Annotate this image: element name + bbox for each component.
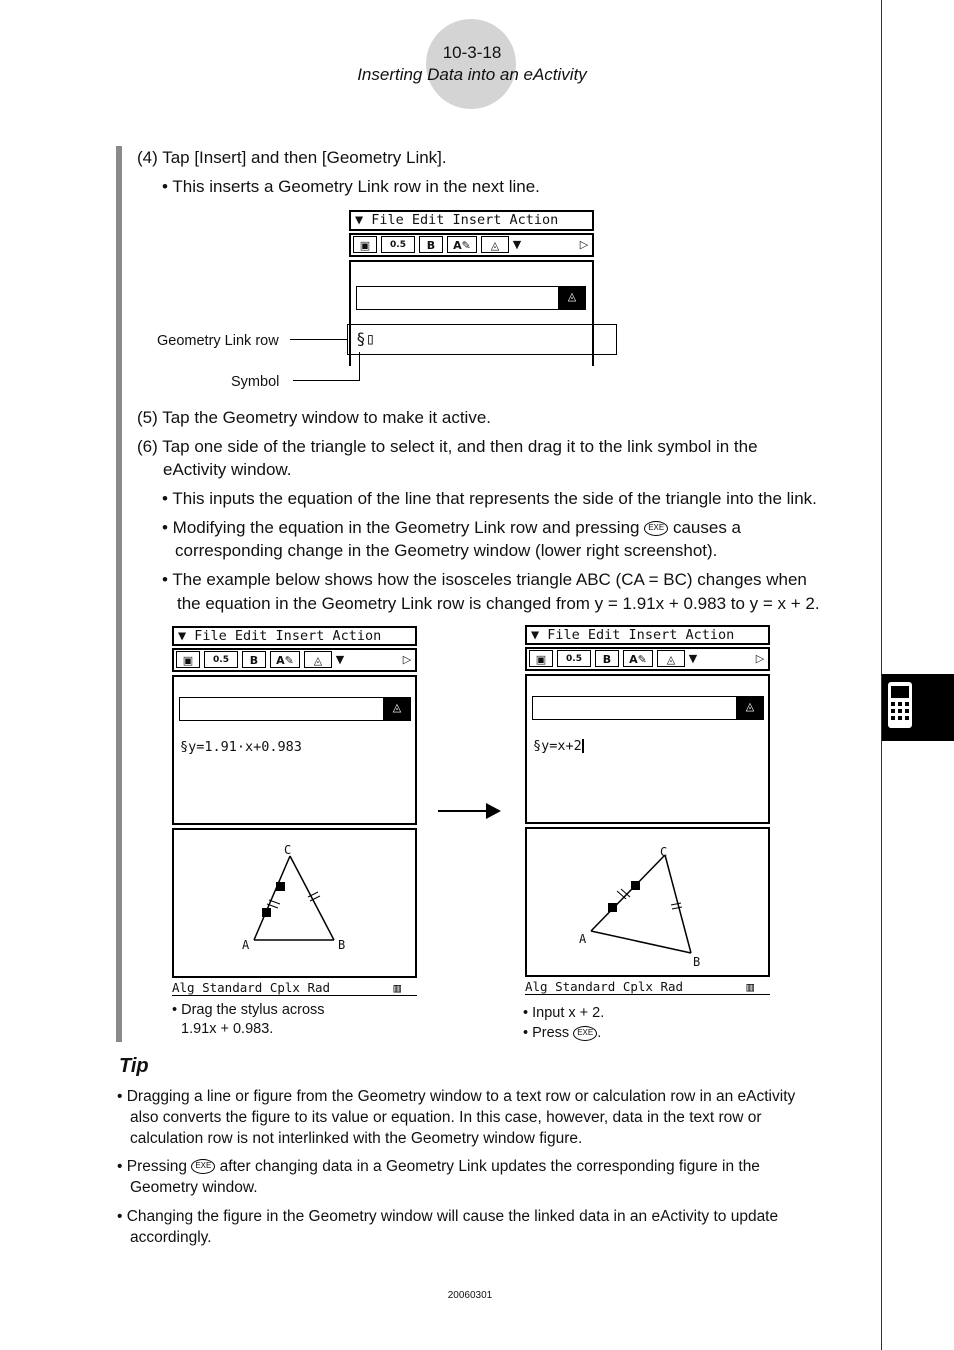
right-vertex-b: B — [693, 955, 701, 969]
left-menu-bar[interactable] — [172, 626, 417, 646]
left-fraction-button[interactable]: 0.5 — [204, 651, 238, 668]
menu-bar[interactable] — [349, 210, 594, 231]
exe-key-icon: EXE — [573, 1026, 597, 1041]
right-triangle-figure[interactable] — [527, 829, 768, 975]
right-eactivity-window[interactable] — [525, 674, 770, 824]
right-status-bar — [525, 980, 770, 995]
page-number: 10-3-18 — [442, 43, 502, 62]
right-menu-bar[interactable] — [525, 625, 770, 645]
step-6-bullet-1: • This inputs the equation of the line that represents the side of the triangle into the link. — [162, 489, 817, 508]
left-caption-line2: 1.91x + 0.983. — [181, 1021, 274, 1037]
tip-bullet-1-line1: • Dragging a line or figure from the Geometry window to a text row or calculation row in an eActivity — [117, 1088, 796, 1105]
tip-title: Tip — [119, 1055, 149, 1077]
right-save-icon[interactable]: ▣ — [529, 650, 553, 667]
step-6-bullet-3-line2: the equation in the Geometry Link row is changed from y = 1.91x + 0.983 to y = x + 2. — [177, 594, 820, 613]
symbol-label: Symbol — [231, 374, 280, 390]
right-link-equation[interactable]: y=x+2 — [541, 738, 582, 754]
bold-button[interactable]: B — [419, 236, 443, 253]
geometry-link-row-label: Geometry Link row — [157, 333, 279, 349]
right-status-text: Alg Standard Cplx Rad — [525, 979, 684, 994]
right-geometry-icon[interactable]: ◬ — [657, 650, 685, 667]
left-vertex-c: C — [284, 843, 292, 857]
right-caption-period: . — [597, 1025, 602, 1041]
fraction-button[interactable]: 0.5 — [381, 236, 415, 253]
left-link-row[interactable] — [180, 739, 302, 755]
step-6-line2: eActivity window. — [163, 460, 292, 479]
text-cursor — [582, 739, 584, 753]
section-side-bar — [116, 146, 122, 1042]
right-vertex-a: A — [579, 932, 587, 946]
left-eactivity-window[interactable] — [172, 675, 417, 825]
tip-bullet-2-text-a: • Pressing — [117, 1158, 188, 1175]
text-row[interactable] — [356, 286, 586, 310]
step-4: (4) Tap [Insert] and then [Geometry Link]. — [137, 148, 447, 167]
left-geometry-icon[interactable]: ◬ — [304, 651, 332, 668]
geometry-window-icon[interactable]: ◬ — [558, 287, 586, 309]
link-symbol-icon[interactable]: §▯ — [356, 329, 376, 348]
right-geometry-window[interactable] — [525, 827, 770, 977]
leader-line-symbol-h — [293, 380, 360, 381]
right-text-style-icon[interactable]: A✎ — [623, 650, 653, 667]
right-battery-icon: ▥ — [746, 979, 754, 994]
step-4-bullet: • This inserts a Geometry Link row in the next line. — [162, 177, 540, 196]
chapter-tab — [882, 674, 954, 741]
left-save-icon[interactable]: ▣ — [176, 651, 200, 668]
right-vertex-c: C — [660, 845, 668, 859]
tip-bullet-2-text-b: after changing data in a Geometry Link updates the corresponding figure in the — [219, 1158, 760, 1175]
header-circle — [426, 19, 516, 109]
right-scroll-right-icon[interactable]: ▷ — [753, 650, 767, 667]
left-link-symbol-icon: § — [180, 739, 189, 755]
exe-key-icon: EXE — [191, 1159, 215, 1174]
tip-bullet-1-line2: also converts the figure to its value or equation. In this case, however, data in the text row or — [130, 1109, 762, 1126]
left-geometry-window[interactable] — [172, 828, 417, 978]
geometry-link-row[interactable] — [347, 324, 617, 355]
tip-bullet-1-line3: calculation row is not interlinked with the Geometry window figure. — [130, 1130, 583, 1147]
right-dropdown-arrow-icon[interactable]: ▼ — [685, 650, 701, 667]
menu-items[interactable]: File Edit Insert Action — [371, 212, 559, 228]
right-caption-line2 — [523, 1023, 601, 1043]
step-5: (5) Tap the Geometry window to make it active. — [137, 408, 492, 427]
left-bold-button[interactable]: B — [242, 651, 266, 668]
step-6-bullet-2-line2: corresponding change in the Geometry window (lower right screenshot). — [175, 541, 718, 560]
step-6-bullet-2 — [162, 516, 741, 539]
menu-dropdown-icon[interactable]: ▼ — [355, 212, 364, 228]
scroll-right-icon[interactable]: ▷ — [577, 236, 591, 253]
left-vertex-b: B — [338, 938, 346, 952]
calculator-icon — [882, 674, 954, 741]
right-menu-dropdown-icon[interactable]: ▼ — [531, 627, 540, 643]
left-status-text: Alg Standard Cplx Rad — [172, 980, 331, 995]
left-geometry-window-icon[interactable]: ◬ — [383, 698, 411, 720]
geometry-icon[interactable]: ◬ — [481, 236, 509, 253]
left-battery-icon: ▥ — [393, 980, 401, 995]
bullet-2-text-b: causes a — [672, 518, 742, 537]
text-style-icon[interactable]: A✎ — [447, 236, 477, 253]
left-toolbar — [172, 648, 417, 672]
save-icon[interactable]: ▣ — [353, 236, 377, 253]
right-caption-press: • Press — [523, 1025, 570, 1041]
right-link-symbol-icon: § — [533, 738, 542, 754]
right-menu-items[interactable]: File Edit Insert Action — [547, 627, 735, 643]
left-menu-items[interactable]: File Edit Insert Action — [194, 628, 382, 644]
right-caption-line1: • Input x + 2. — [523, 1005, 605, 1021]
left-text-row[interactable] — [179, 697, 411, 721]
footer-code: 20060301 — [447, 1290, 493, 1301]
page-title: Inserting Data into an eActivity — [357, 65, 587, 84]
leader-line-row — [290, 339, 347, 340]
right-text-row[interactable] — [532, 696, 764, 720]
tip-bullet-3-line2: accordingly. — [130, 1229, 212, 1246]
step-6-line1: (6) Tap one side of the triangle to select it, and then drag it to the link symbol in the — [137, 437, 758, 456]
dropdown-arrow-icon[interactable]: ▼ — [509, 236, 525, 253]
tip-bullet-2-line1 — [117, 1156, 760, 1177]
toolbar — [349, 233, 594, 257]
step-6-bullet-3-line1: • The example below shows how the isosceles triangle ABC (CA = BC) changes when — [162, 570, 807, 589]
left-vertex-a: A — [242, 938, 250, 952]
leader-line-symbol-v — [359, 352, 360, 381]
transition-arrow-icon — [438, 800, 504, 822]
left-link-equation[interactable]: y=1.91·x+0.983 — [188, 739, 302, 755]
left-text-style-icon[interactable]: A✎ — [270, 651, 300, 668]
tip-bullet-3-line1: • Changing the figure in the Geometry window will cause the linked data in an eActivity to update — [117, 1208, 779, 1225]
left-scroll-right-icon[interactable]: ▷ — [400, 651, 414, 668]
right-link-row[interactable] — [533, 738, 584, 754]
left-status-bar — [172, 981, 417, 996]
right-fraction-button[interactable]: 0.5 — [557, 650, 591, 667]
tip-bullet-2-line2: Geometry window. — [130, 1179, 258, 1196]
left-caption-line1: • Drag the stylus across — [172, 1002, 325, 1018]
left-dropdown-arrow-icon[interactable]: ▼ — [332, 651, 348, 668]
right-bold-button[interactable]: B — [595, 650, 619, 667]
right-geometry-window-icon[interactable]: ◬ — [736, 697, 764, 719]
left-menu-dropdown-icon[interactable]: ▼ — [178, 628, 187, 644]
right-toolbar — [525, 647, 770, 671]
exe-key-icon: EXE — [644, 521, 668, 536]
left-triangle-figure[interactable] — [174, 830, 415, 976]
bullet-2-text-a: • Modifying the equation in the Geometry Link row and pressing — [162, 518, 640, 537]
